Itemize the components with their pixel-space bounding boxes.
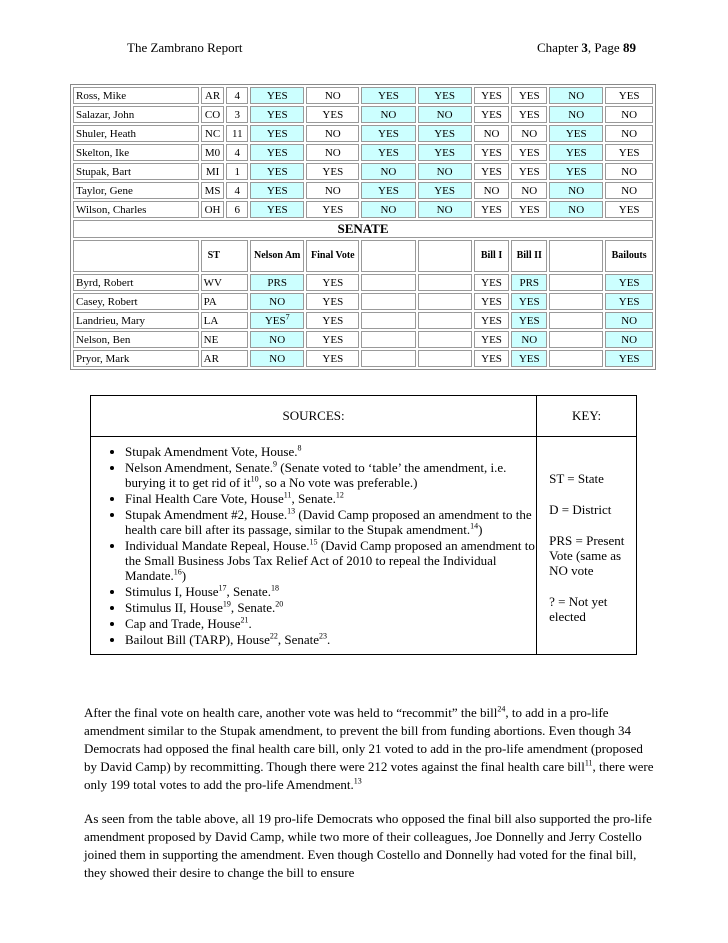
header-blank: [73, 240, 199, 272]
senator-name: Casey, Robert: [73, 293, 199, 310]
vote-cell: YES: [250, 163, 304, 180]
vote-cell: YES: [418, 87, 472, 104]
vote-cell: NO: [474, 182, 510, 199]
bill2-vote: NO: [511, 331, 547, 348]
state-cell: M0: [201, 144, 225, 161]
member-name: Shuler, Heath: [73, 125, 199, 142]
vote-cell: YES: [605, 87, 653, 104]
district-cell: 3: [226, 106, 248, 123]
vote-cell: NO: [306, 87, 359, 104]
header-bill2: Bill II: [511, 240, 547, 272]
vote-cell: YES: [250, 144, 304, 161]
header-bailouts: Bailouts: [605, 240, 653, 272]
header-blank: [418, 240, 472, 272]
vote-cell: YES: [474, 144, 510, 161]
key-item: PRS = Present Vote (same as NO vote: [549, 533, 625, 578]
vote-cell: NO: [605, 163, 653, 180]
table-row: [73, 163, 653, 180]
header-nelson: Nelson Am: [250, 240, 304, 272]
table-row: [73, 125, 653, 142]
nelson-vote: NO: [250, 293, 304, 310]
district-cell: 4: [226, 182, 248, 199]
blank-cell: [549, 312, 603, 329]
blank-cell: [418, 350, 472, 367]
bill1-vote: YES: [474, 274, 510, 291]
state-cell: NE: [201, 331, 248, 348]
final-vote: YES: [306, 331, 359, 348]
vote-cell: YES: [549, 163, 603, 180]
key-item: ST = State: [549, 471, 604, 486]
nelson-vote: NO: [250, 350, 304, 367]
vote-cell: YES: [250, 125, 304, 142]
paragraph: After the final vote on health care, another vote was held to “recommit” the bill$^{24}$, to add in a pro-life amendment similar to the Stupak amendment, to prevent the bill from funding abortions. Even though 34 Democrats had opposed the final health care bill, only 21 voted to add in the pro-life amendment (proposed by David Camp) by recommitting. Though there were 212 votes against the final health care bill$^{11}$, there were only 199 total votes to add the pro-life Amendment.$^{13}$: [84, 704, 654, 792]
bailout-vote: NO: [605, 312, 653, 329]
sources-cell: [91, 437, 537, 655]
header-blank: [549, 240, 603, 272]
source-item: • Stimulus I, House$^{17}$, Senate.$^{18}$: [125, 584, 535, 599]
blank-cell: [361, 274, 415, 291]
bill1-vote: YES: [474, 331, 510, 348]
senator-name: Nelson, Ben: [73, 331, 199, 348]
vote-cell: NO: [549, 106, 603, 123]
vote-cell: YES: [511, 106, 547, 123]
bailout-vote: NO: [605, 331, 653, 348]
paragraph: As seen from the table above, all 19 pro-life Democrats who opposed the final bill also supported the pro-life amendment proposed by David Camp, while two more of their colleagues, Joe Donnelly and Jerry Costello joined them in supporting the amendment. Even though Costello and Donnelly had voted for the final bill, they showed their desire to change the bill to ensure: [84, 811, 652, 880]
state-cell: LA: [201, 312, 248, 329]
nelson-vote: NO: [250, 331, 304, 348]
blank-cell: [549, 331, 603, 348]
key-item: ? = Not yet elected: [549, 594, 608, 624]
table-row: [73, 350, 653, 367]
bill1-vote: YES: [474, 350, 510, 367]
vote-cell: YES: [361, 125, 415, 142]
state-cell: OH: [201, 201, 225, 218]
vote-cell: YES: [474, 87, 510, 104]
state-cell: AR: [201, 350, 248, 367]
state-cell: WV: [201, 274, 248, 291]
vote-cell: YES: [605, 201, 653, 218]
source-item: • Nelson Amendment, Senate.$^9$ (Senate voted to ‘table’ the amendment, i.e. burying it to get rid of $it^{10}$, so a No vote was preferable.): [125, 460, 535, 490]
key-cell: [537, 437, 637, 655]
blank-cell: [418, 331, 472, 348]
bill1-vote: YES: [474, 293, 510, 310]
vote-cell: NO: [306, 182, 359, 199]
blank-cell: [418, 274, 472, 291]
vote-cell: NO: [549, 201, 603, 218]
table-row: [73, 144, 653, 161]
blank-cell: [418, 293, 472, 310]
state-cell: CO: [201, 106, 225, 123]
vote-cell: YES: [474, 163, 510, 180]
blank-cell: [418, 312, 472, 329]
blank-cell: [549, 350, 603, 367]
final-vote: YES: [306, 312, 359, 329]
member-name: Skelton, Ike: [73, 144, 199, 161]
member-name: Stupak, Bart: [73, 163, 199, 180]
source-item: • Stimulus II, House$^{19}$, Senate.$^{20}$: [125, 600, 535, 615]
blank-cell: [361, 293, 415, 310]
vote-cell: YES: [306, 163, 359, 180]
senate-title: SENATE: [73, 220, 653, 238]
vote-cell: YES: [511, 144, 547, 161]
senate-title-row: [73, 220, 653, 238]
source-item: • Individual Mandate Repeal, House.$^{15}$ (David Camp proposed an amendment to the Small Business Jobs Tax Relief Act of 2010 to repeal the Individual Mandate.$^{16}$): [125, 538, 535, 583]
vote-cell: YES: [549, 144, 603, 161]
vote-cell: YES: [418, 182, 472, 199]
vote-cell: YES: [250, 201, 304, 218]
vote-cell: NO: [549, 87, 603, 104]
source-item: • Stupak Amendment #2, House.$^{13}$ (David Camp proposed an amendment to the health care bill after its passage, similar to the Stupak amendment.$^{14}$): [125, 507, 535, 537]
vote-cell: YES: [361, 87, 415, 104]
header-st: ST: [201, 240, 248, 272]
state-cell: AR: [201, 87, 225, 104]
blank-cell: [361, 312, 415, 329]
vote-cell: NO: [418, 201, 472, 218]
report-title: The Zambrano Report: [127, 40, 243, 55]
sources-key-table: [90, 395, 637, 655]
key-item: D = District: [549, 502, 612, 517]
vote-cell: NO: [306, 125, 359, 142]
state-cell: NC: [201, 125, 225, 142]
vote-cell: YES: [250, 182, 304, 199]
vote-cell: NO: [361, 163, 415, 180]
vote-cell: NO: [605, 125, 653, 142]
header-final: Final Vote: [306, 240, 359, 272]
vote-cell: YES: [250, 106, 304, 123]
member-name: Salazar, John: [73, 106, 199, 123]
member-name: Ross, Mike: [73, 87, 199, 104]
district-cell: 11: [226, 125, 248, 142]
body-text: [84, 704, 654, 898]
senator-name: Landrieu, Mary: [73, 312, 199, 329]
district-cell: 4: [226, 87, 248, 104]
vote-cell: YES: [511, 201, 547, 218]
table-row: [73, 182, 653, 199]
bill1-vote: YES: [474, 312, 510, 329]
blank-cell: [549, 293, 603, 310]
source-item: • Bailout Bill (TARP), House$^{22}$, Senate$^{23}$.: [125, 632, 535, 647]
chapter-page-label: Chapter 3, Page 89: [537, 40, 636, 55]
member-name: Taylor, Gene: [73, 182, 199, 199]
vote-cell: YES: [250, 87, 304, 104]
vote-cell: NO: [418, 106, 472, 123]
vote-cell: YES: [474, 106, 510, 123]
vote-table: [70, 84, 656, 370]
bailout-vote: YES: [605, 350, 653, 367]
district-cell: 6: [226, 201, 248, 218]
header-blank: [361, 240, 415, 272]
vote-cell: NO: [361, 201, 415, 218]
blank-cell: [361, 350, 415, 367]
final-vote: YES: [306, 293, 359, 310]
bill2-vote: YES: [511, 293, 547, 310]
bill2-vote: PRS: [511, 274, 547, 291]
senator-name: Byrd, Robert: [73, 274, 199, 291]
table-row: [73, 87, 653, 104]
bailout-vote: YES: [605, 293, 653, 310]
vote-cell: NO: [418, 163, 472, 180]
district-cell: 4: [226, 144, 248, 161]
sources-heading: SOURCES:: [91, 396, 537, 437]
vote-cell: YES: [306, 201, 359, 218]
bailout-vote: YES: [605, 274, 653, 291]
table-row: [73, 106, 653, 123]
senator-name: Pryor, Mark: [73, 350, 199, 367]
table-row: [73, 201, 653, 218]
vote-cell: YES: [605, 144, 653, 161]
table-row: [73, 331, 653, 348]
table-row: [73, 293, 653, 310]
source-item: • Final Health Care Vote, House$^{11}$, Senate.$^{12}$: [125, 491, 535, 506]
state-cell: MS: [201, 182, 225, 199]
key-heading: KEY:: [537, 396, 637, 437]
state-cell: PA: [201, 293, 248, 310]
bill2-vote: YES: [511, 350, 547, 367]
vote-cell: YES: [361, 144, 415, 161]
sources-list: [92, 444, 535, 647]
nelson-vote: PRS: [250, 274, 304, 291]
vote-cell: NO: [361, 106, 415, 123]
vote-cell: NO: [605, 106, 653, 123]
vote-cell: YES: [418, 125, 472, 142]
vote-cell: YES: [418, 144, 472, 161]
vote-cell: NO: [549, 182, 603, 199]
table-row: [73, 274, 653, 291]
table-row: [73, 312, 653, 329]
blank-cell: [361, 331, 415, 348]
source-item: • Stupak Amendment Vote, House.$^8$: [125, 444, 535, 459]
member-name: Wilson, Charles: [73, 201, 199, 218]
vote-cell: NO: [306, 144, 359, 161]
source-item: • Cap and Trade, House$^{21}$.: [125, 616, 535, 631]
vote-cell: YES: [511, 163, 547, 180]
vote-cell: YES: [474, 201, 510, 218]
vote-cell: NO: [474, 125, 510, 142]
vote-cell: YES: [549, 125, 603, 142]
nelson-vote: YES$^7$: [250, 312, 304, 329]
header-bill1: Bill I: [474, 240, 510, 272]
vote-cell: NO: [605, 182, 653, 199]
final-vote: YES: [306, 350, 359, 367]
final-vote: YES: [306, 274, 359, 291]
state-cell: MI: [201, 163, 225, 180]
vote-cell: YES: [361, 182, 415, 199]
blank-cell: [549, 274, 603, 291]
vote-cell: NO: [511, 182, 547, 199]
vote-cell: NO: [511, 125, 547, 142]
vote-cell: YES: [511, 87, 547, 104]
district-cell: 1: [226, 163, 248, 180]
vote-cell: YES: [306, 106, 359, 123]
bill2-vote: YES: [511, 312, 547, 329]
senate-header-row: [73, 240, 653, 272]
